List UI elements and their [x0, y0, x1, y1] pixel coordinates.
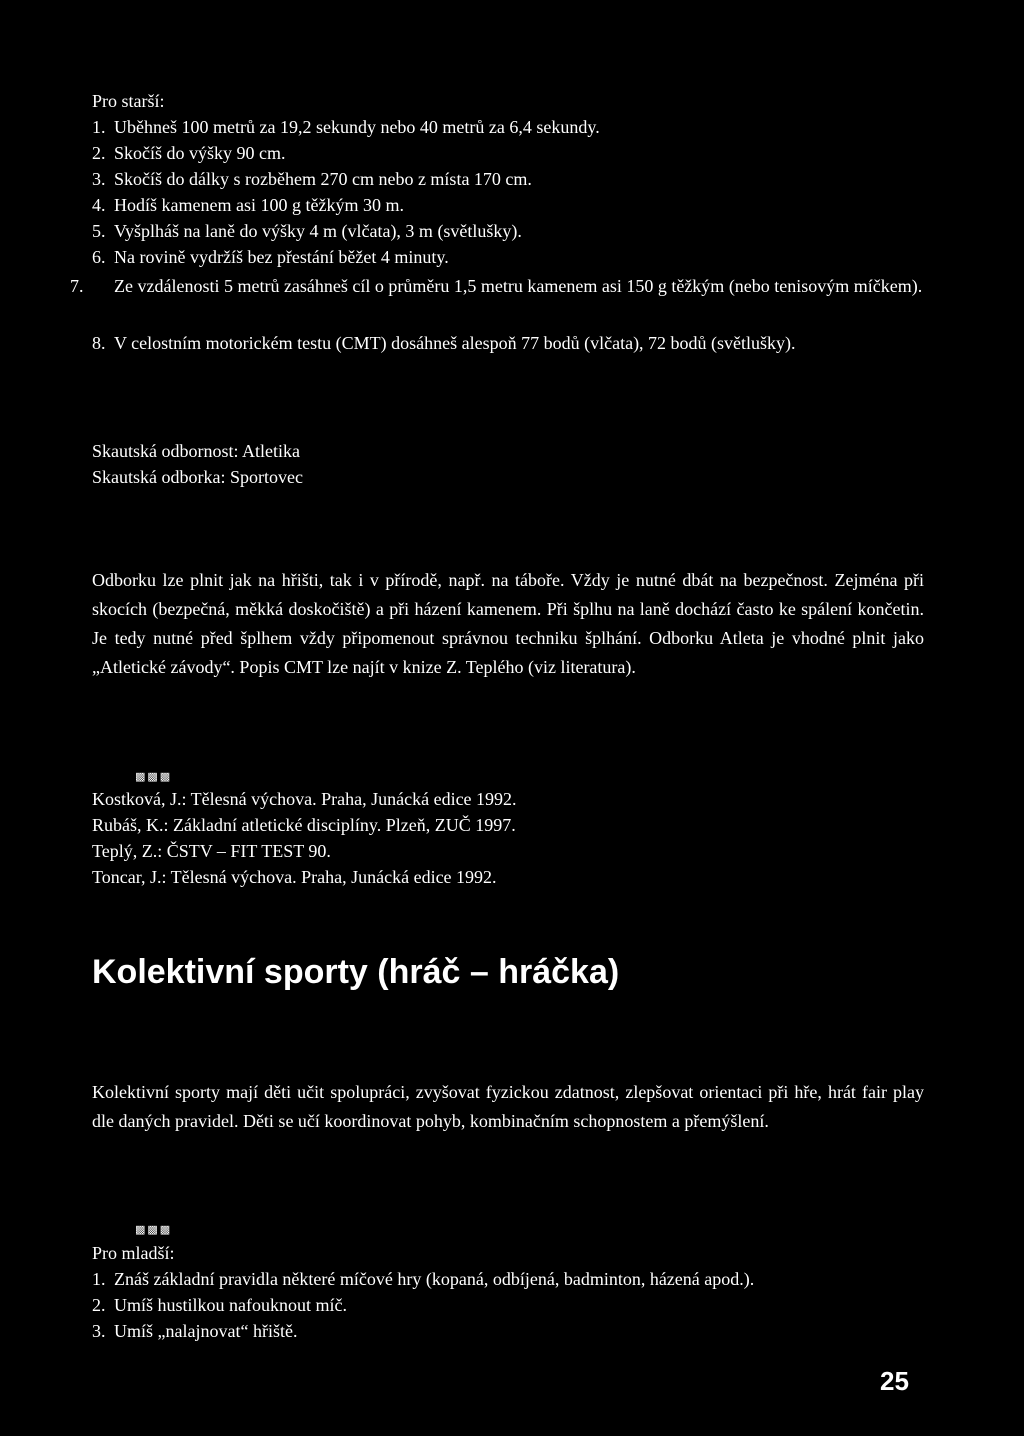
- older-item-number: 3.: [92, 169, 106, 189]
- older-item-number: 4.: [92, 195, 106, 215]
- younger-item-3: [92, 1318, 928, 1344]
- older-item-text: Uběhneš 100 metrů za 19,2 sekundy nebo 40 metrů za 6,4 sekundy.: [114, 117, 600, 137]
- older-item-text: Ze vzdálenosti 5 metrů zasáhneš cíl o průměru 1,5 metru kamenem asi 150 g těžkým (nebo tenisovým míčkem).: [114, 276, 923, 296]
- older-item-8: [92, 330, 928, 356]
- older-heading: Pro starší:: [92, 91, 165, 111]
- younger-heading: Pro mladší:: [92, 1243, 175, 1263]
- older-item-1: [92, 114, 928, 140]
- older-item-2: [92, 140, 928, 166]
- older-item-text: Hodíš kamenem asi 100 g těžkým 30 m.: [114, 195, 404, 215]
- older-item-6: [92, 244, 928, 270]
- older-item-text: Skočíš do výšky 90 cm.: [114, 143, 286, 163]
- older-item-number: 8.: [92, 333, 106, 353]
- older-item-text: Na rovině vydržíš bez přestání běžet 4 minuty.: [114, 247, 449, 267]
- older-item-number: 7.: [70, 276, 84, 296]
- older-item-7: [70, 271, 928, 302]
- younger-item-text: Umíš hustilkou nafouknout míč.: [114, 1295, 347, 1315]
- badge-odborka: Skautská odborka: Sportovec: [92, 467, 303, 487]
- older-item-number: 6.: [92, 247, 106, 267]
- older-item-number: 5.: [92, 221, 106, 241]
- literature-item-1: Kostková, J.: Tělesná výchova. Praha, Junácká edice 1992.: [92, 789, 517, 809]
- section-ornament-2: ▩▩▩: [135, 1224, 173, 1236]
- older-item-text: Skočíš do dálky s rozběhem 270 cm nebo z místa 170 cm.: [114, 169, 532, 189]
- page-number: 25: [880, 1366, 909, 1396]
- younger-item-number: 2.: [92, 1295, 106, 1315]
- younger-item-text: Znáš základní pravidla některé míčové hry (kopaná, odbíjená, badminton, házená apod.).: [114, 1269, 755, 1289]
- older-item-5: [92, 218, 928, 244]
- literature-item-4: Toncar, J.: Tělesná výchova. Praha, Junácká edice 1992.: [92, 867, 497, 887]
- older-item-3: [92, 166, 928, 192]
- older-item-number: 2.: [92, 143, 106, 163]
- section-title: Kolektivní sporty (hráč – hráčka): [92, 953, 620, 991]
- section-intro: Kolektivní sporty mají děti učit spolupráci, zvyšovat fyzickou zdatnost, zlepšovat orientaci při hře, hrát fair play dle daných pravidel. Děti se učí koordinovat pohyb, kombinačním schopnostem a přemýšlení.: [92, 1082, 924, 1131]
- section-ornament: ▩▩▩: [135, 771, 173, 783]
- younger-item-number: 3.: [92, 1321, 106, 1341]
- older-item-text: Vyšplháš na laně do výšky 4 m (vlčata), 3 m (světlušky).: [114, 221, 522, 241]
- badge-odbornost: Skautská odbornost: Atletika: [92, 441, 300, 461]
- younger-item-text: Umíš „nalajnovat“ hřiště.: [114, 1321, 298, 1341]
- younger-item-1: [92, 1266, 928, 1292]
- literature-item-2: Rubáš, K.: Základní atletické disciplíny. Plzeň, ZUČ 1997.: [92, 815, 516, 835]
- note-paragraph: Odborku lze plnit jak na hřišti, tak i v přírodě, např. na táboře. Vždy je nutné dbát na bezpečnost. Zejména při skocích (bezpečná, měkká doskočiště) a při házení kamenem. Při šplhu na laně dochází často ke spálení končetin. Je tedy nutné před šplhem vždy připomenout správnou techniku šplhání. Odborku Atleta je vhodné plnit jako „Atletické závody“. Popis CMT lze najít v knize Z. Teplého (viz literatura).: [92, 570, 924, 677]
- older-item-4: [92, 192, 928, 218]
- older-item-number: 1.: [92, 117, 106, 137]
- younger-item-number: 1.: [92, 1269, 106, 1289]
- younger-item-2: [92, 1292, 928, 1318]
- older-item-text: V celostním motorickém testu (CMT) dosáhneš alespoň 77 bodů (vlčata), 72 bodů (světlušky).: [114, 333, 796, 353]
- literature-item-3: Teplý, Z.: ČSTV – FIT TEST 90.: [92, 841, 331, 861]
